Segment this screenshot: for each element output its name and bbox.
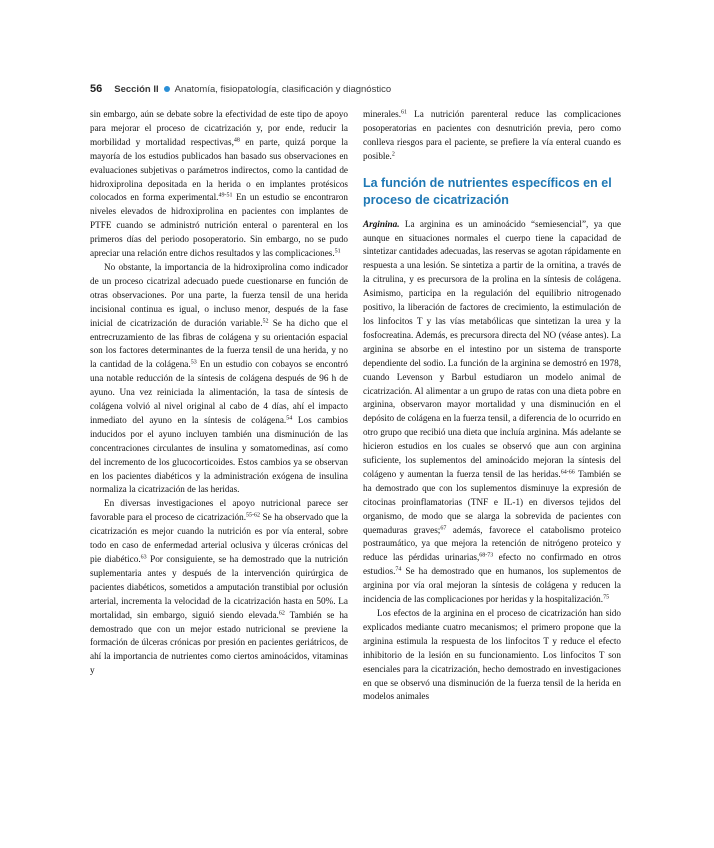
- text-run: Se ha observado que la cicatrización es mejor cuando la nutrición es por vía enteral, sobre todo en caso de enfermedad arterial oclusiva y úlceras crónicas del pie diabético.: [90, 512, 349, 564]
- text-run: Por consiguiente, se ha demostrado que la nutrición suplementaria antes y después de la intervención quirúrgica de pacientes diabéticos, sometidos a amputación transtibial por oclusión arterial, incrementa la velocidad de la cicatrización hasta en 50%. La mortalidad, sin embargo, siguió siendo elevada.: [90, 554, 348, 620]
- section-heading: La función de nutrientes específicos en el proceso de cicatrización: [363, 175, 612, 207]
- text-run: También se ha demostrado que con los suplementos disminuye la expresión de citocinas proinflamatorias (TNF e IL-1) en diversos tejidos del organismo, de modo que se alarga la sobrevida de pacientes con quemaduras graves;: [363, 468, 622, 535]
- paragraph: [363, 607, 621, 704]
- reference-superscript: 52: [262, 318, 269, 325]
- text-run: en parte, quizá porque la mayoría de los estudios publicados han basado sus observaciones en evaluaciones subjetivas o parámetros indirectos, como la cantidad de hidroxiprolina depositada en la herida o en implantes protésicos colocados en forma experimental.: [90, 136, 348, 203]
- reference-superscript: 67: [440, 525, 447, 532]
- text-run: sin embargo, aún se debate sobre la efectividad de este tipo de apoyo para mejorar el proceso de cicatrización y, por ende, reducir la morbilidad y mortalidad respectivas,: [90, 109, 348, 147]
- paragraph: [363, 108, 621, 164]
- reference-superscript: 54: [286, 415, 293, 422]
- text-run: En un estudio se encontraron niveles elevados de hidroxiprolina en pacientes con implantes de PTFE cuando se administró nutrición enteral o parenteral en los primeros días del periodo posoperatorio. Sin embargo, no se pudo apreciar una relación entre dichos resultados y las complicaciones.: [90, 192, 348, 259]
- reference-superscript: 48: [233, 137, 240, 144]
- text-run: minerales.: [363, 109, 402, 119]
- reference-superscript: 68-73: [479, 552, 494, 559]
- reference-superscript: 64-66: [560, 469, 575, 476]
- text-run: En un estudio con cobayos se encontró una notable reducción de la síntesis de colágena después de 96 h de ayuno. Una vez reiniciada la alimentación, la tasa de síntesis de colágena volvió al nivel original al cabo de 4 días, ahí el impacto inmediato del ayuno en la síntesis de colágena.: [90, 359, 348, 425]
- text-run: No obstante, la importancia de la hidroxiprolina como indicador de un proceso cicatrizal adecuado puede cuestionarse en función de otras observaciones. Por una parte, la fuerza tensil de una herida incisional continua es igual, o incluso menor, después de la fase inicial de cicatrización de duración variable.: [90, 261, 348, 328]
- reference-superscript: 74: [395, 566, 402, 573]
- reference-superscript: 62: [278, 610, 285, 617]
- reference-superscript: 53: [190, 359, 197, 366]
- text-run: Los cambios inducidos por el ayuno incluyen también una disminución de las concentraciones circulantes de insulina y somatomedinas, así como del incremento de los glucocorticoides. Estos cambios ya se observan en los pacientes diabéticos y la administración exógena de insulina normaliza la cicatrización de las heridas.: [90, 414, 348, 495]
- text-run: La arginina es un aminoácido “semiesencial”, ya que aunque en situaciones normales el cuerpo tiene la capacidad de sintetizar cantidades adecuadas, las reservas se agotan rápidamente en respuesta a una lesión. Se sintetiza a partir de la ornitina, a través de la citrulina, y es precursora de la prolina en la síntesis de colágena. Asimismo, participa en la regulación del equilibrio nitrogenado positivo, la liberación de factores de crecimiento, la estimulación de los linfocitos T y las vías metabólicas que sintetizan la urea y la fosfocreatina. Además, es precursora directa del NO (véase antes). La arginina se absorbe en el intestino por un sistema de transporte dependiente del sodio. La función de la arginina se demostró en 1978, cuando Levenson y Barbul estudiaron un modelo animal de cicatrización. Al alimentar a un grupo de ratas con una dieta pobre en arginina, observaron mayor mortalidad y una disminución en el depósito de colágena en la fuerza tensil, a diferencia de lo ocurrido en otro grupo que recibió una dieta que incluía arginina. Más adelante se hicieron estudios en los cuales se observó que aun con arginina suficiente, los suplementos del aminoácido mejoran la síntesis del colágeno y aumentan la fuerza tensil de las heridas.: [363, 218, 621, 479]
- left-column: [90, 108, 348, 678]
- text-run: En diversas investigaciones el apoyo nutricional parece ser favorable para el proceso de cicatrización.: [90, 498, 348, 523]
- text-run: Los efectos de la arginina en el proceso de cicatrización han sido explicados mediante cuatro mecanismos; el primero propone que la arginina estimula la respuesta de los linfocitos T y reduce el efecto inhibitorio de la lesión en su funcionamiento. Los linfocitos T son esenciales para la cicatrización, hecho demostrado en investigaciones en que se observó una disminución de la fuerza tensil de la herida en modelos animales: [363, 608, 621, 702]
- paragraph-arginina: [363, 218, 621, 607]
- text-run: La nutrición parenteral reduce las complicaciones posoperatorias en pacientes con desnutrición previa, pero como conlleva riesgos para el paciente, se prefiere la vía enteral cuando es posible.: [363, 109, 621, 161]
- text-run: También se ha demostrado que con un mejor estado nutricional se previene la formación de úlceras crónicas por presión en pacientes geriátricos, de ahí la importancia de nutrientes como ciertos aminoácidos, vitaminas y: [90, 609, 349, 676]
- paragraph: [90, 261, 348, 497]
- page-number: 56: [90, 83, 103, 95]
- reference-superscript: 75: [603, 594, 610, 601]
- paragraph: [90, 108, 348, 261]
- reference-superscript: 61: [401, 109, 408, 116]
- lead-term: Arginina.: [363, 218, 400, 229]
- text-run: Se ha dicho que el entrecruzamiento de las fibras de colágena y su orientación espacial son los factores determinantes de la fuerza tensil de una herida, y no la cantidad de la colágena.: [90, 317, 348, 370]
- reference-superscript: 49-51: [218, 192, 233, 199]
- running-header: [90, 80, 391, 98]
- text-run: además, favorece el catabolismo proteico postraumático, ya que mejora la retención de nitrógeno proteico y reduce las pérdidas urinarias,: [363, 524, 622, 563]
- bullet-dot-icon: [164, 86, 170, 92]
- text-run: Se ha demostrado que en humanos, los suplementos de arginina por vía oral mejoran la síntesis de colágena y reducen la incidencia de las complicaciones por heridas y la hospitalización.: [363, 566, 621, 605]
- section-label: Sección II: [114, 83, 159, 95]
- right-column: [363, 108, 621, 704]
- reference-superscript: 2: [391, 151, 395, 158]
- reference-superscript: 63: [140, 554, 147, 561]
- text-run: efecto no confirmado en otros estudios.: [363, 552, 621, 577]
- section-title: Anatomía, fisiopatología, clasificación y diagnóstico: [174, 83, 392, 95]
- paragraph: [90, 497, 348, 678]
- reference-superscript: 51: [334, 248, 341, 255]
- reference-superscript: 55-62: [246, 512, 261, 519]
